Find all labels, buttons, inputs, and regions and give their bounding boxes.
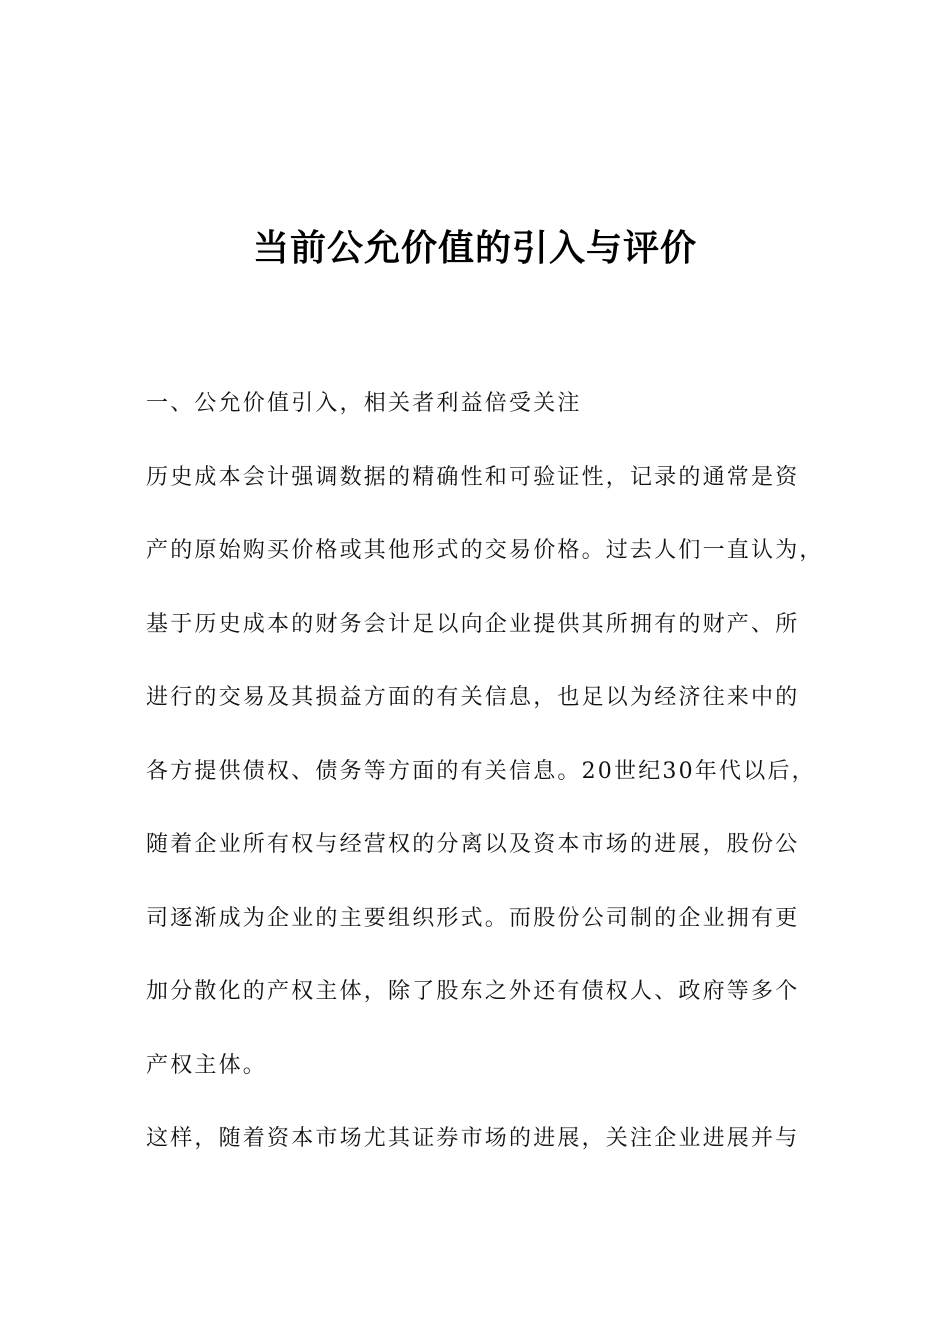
paragraph-line: 司逐渐成为企业的主要组织形式。而股份公司制的企业拥有更 xyxy=(146,905,800,931)
paragraph-line: 进行的交易及其损益方面的有关信息，也足以为经济往来中的 xyxy=(146,685,800,710)
paragraph-line: 产的原始购买价格或其他形式的交易价格。过去人们一直认为， xyxy=(146,538,824,563)
paragraph-line: 各方提供债权、债务等方面的有关信息。20世纪30年代以后， xyxy=(146,758,816,784)
document-body xyxy=(146,367,846,1176)
paragraph-line: 加分散化的产权主体，除了股东之外还有债权人、政府等多个 xyxy=(146,979,800,1004)
paragraph-line: 基于历史成本的财务会计足以向企业提供其所拥有的财产、所 xyxy=(146,611,800,637)
paragraph-line: 历史成本会计强调数据的精确性和可验证性，记录的通常是资 xyxy=(146,464,800,490)
document-title: 当前公允价值的引入与评价 xyxy=(252,228,697,269)
paragraph-line: 这样，随着资本市场尤其证券市场的进展，关注企业进展并与 xyxy=(146,1126,800,1151)
section-heading: 一、公允价值引入，相关者利益倍受关注 xyxy=(146,391,582,416)
paragraph-line: 产权主体。 xyxy=(146,1052,268,1078)
paragraph-line: 随着企业所有权与经营权的分离以及资本市场的进展，股份公 xyxy=(146,832,800,857)
